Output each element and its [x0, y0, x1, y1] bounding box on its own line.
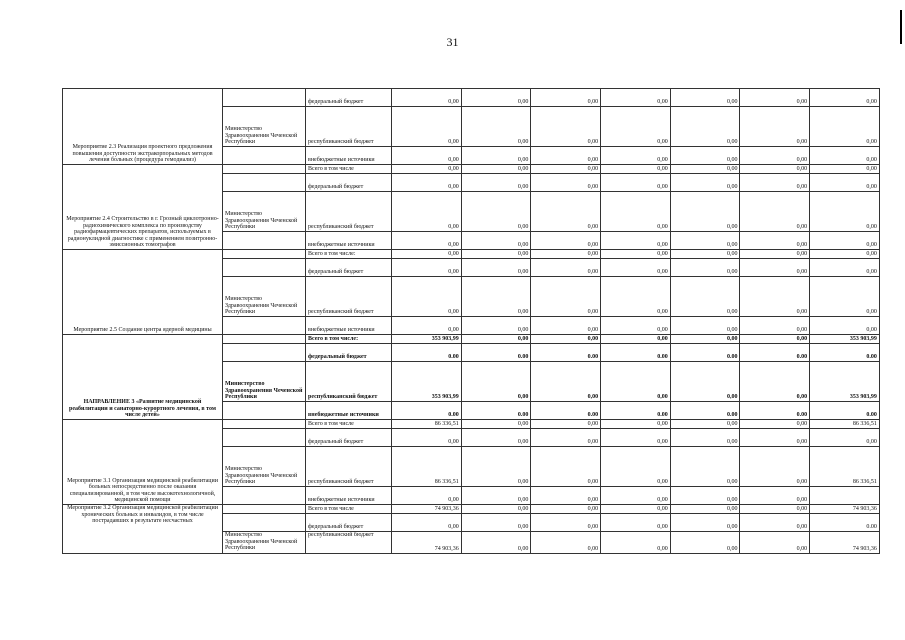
value-cell: 0,00: [601, 429, 671, 447]
table-row: [63, 89, 880, 107]
value-cell: 0,00: [531, 107, 601, 147]
value-cell: 0,00: [461, 259, 531, 277]
value-cell: 0,00: [670, 362, 740, 402]
source-cell: внебюджетные источники: [306, 147, 392, 165]
value-cell: 0,00: [461, 514, 531, 532]
value-cell: 0,00: [461, 174, 531, 192]
source-cell: внебюджетные источники: [306, 487, 392, 505]
total-value: 86 336,51: [392, 420, 462, 429]
value-cell: 0,00: [392, 250, 462, 259]
total-value: 74 903,36: [392, 505, 462, 514]
value-cell: 0.00: [392, 402, 462, 420]
total-value: 74 903,36: [810, 532, 880, 554]
value-cell: 0,00: [810, 250, 880, 259]
value-cell: 0,00: [392, 232, 462, 250]
value-cell: 0,00: [461, 107, 531, 147]
value-cell: 0,00: [601, 174, 671, 192]
value-cell: 0,00: [601, 277, 671, 317]
value-cell: 0.00: [461, 402, 531, 420]
executor-cell: [223, 487, 306, 505]
value-cell: 0.00: [740, 402, 810, 420]
value-cell: 0,00: [461, 277, 531, 317]
value-cell: 0,00: [461, 429, 531, 447]
value-cell: 0,00: [740, 505, 810, 514]
value-cell: 0,00: [810, 89, 880, 107]
value-cell: 0,00: [461, 532, 531, 554]
value-cell: 0.00: [531, 344, 601, 362]
value-cell: 0,00: [670, 259, 740, 277]
source-cell: Всего в том числе: [306, 505, 392, 514]
source-cell: республиканский бюджет: [306, 107, 392, 147]
value-cell: 0,00: [461, 250, 531, 259]
executor-cell: [223, 420, 306, 429]
value-cell: 0,00: [670, 487, 740, 505]
value-cell: 0,00: [810, 429, 880, 447]
value-cell: 0,00: [740, 362, 810, 402]
value-cell: 0,00: [601, 487, 671, 505]
total-value: 86 336,51: [392, 447, 462, 487]
executor-cell: [223, 402, 306, 420]
value-cell: 0,00: [740, 317, 810, 335]
executor-cell: [223, 505, 306, 514]
value-cell: 0,00: [461, 487, 531, 505]
value-cell: 0,00: [531, 335, 601, 344]
value-cell: 0,00: [461, 147, 531, 165]
value-cell: 0.00: [740, 344, 810, 362]
source-cell: федеральный бюджет: [306, 429, 392, 447]
value-cell: 0.00: [670, 344, 740, 362]
value-cell: 0,00: [810, 317, 880, 335]
value-cell: 0,00: [601, 147, 671, 165]
executor-cell: [223, 250, 306, 259]
event-name: Мероприятие 2.4 Строительство в г. Грозный циклотронно-радиохимического комплекса по производству радиофармацевтических препаратов, используемых в радионуклидной диагностике с применением позитронно-эмиссионных томографов: [63, 165, 223, 250]
event-name: Мероприятие 2.3 Реализация проектного предложения повышения доступности экстракорпоральных методов лечения больных (процедура гемодиализ): [63, 89, 223, 165]
value-cell: 0,00: [461, 447, 531, 487]
value-cell: 0,00: [601, 107, 671, 147]
value-cell: 0,00: [531, 447, 601, 487]
executor-cell: [223, 429, 306, 447]
source-cell: республиканский бюджет: [306, 277, 392, 317]
value-cell: 0,00: [810, 147, 880, 165]
executor-cell: [223, 259, 306, 277]
source-cell: Всего в том числе:: [306, 250, 392, 259]
value-cell: 0,00: [392, 259, 462, 277]
executor-cell: Министерство Здравоохранения Чеченской Республики: [223, 107, 306, 147]
value-cell: 0,00: [531, 259, 601, 277]
executor-cell: [223, 147, 306, 165]
source-cell: республиканский бюджет: [306, 447, 392, 487]
page-number: 31: [446, 35, 459, 49]
source-cell: республиканский бюджет: [306, 532, 392, 554]
source-cell: внебюджетные источники: [306, 317, 392, 335]
value-cell: 0,00: [601, 447, 671, 487]
value-cell: 0,00: [601, 335, 671, 344]
value-cell: 0.00: [810, 402, 880, 420]
value-cell: 0,00: [670, 317, 740, 335]
value-cell: 0,00: [670, 532, 740, 554]
total-value: 86 336,51: [810, 447, 880, 487]
value-cell: 0,00: [670, 429, 740, 447]
value-cell: 0,00: [670, 505, 740, 514]
value-cell: 0,00: [461, 165, 531, 174]
value-cell: 0,00: [740, 107, 810, 147]
executor-cell: [223, 174, 306, 192]
value-cell: 0,00: [461, 420, 531, 429]
total-value: 353 903,99: [392, 335, 462, 344]
value-cell: 0,00: [740, 514, 810, 532]
value-cell: 0,00: [740, 174, 810, 192]
value-cell: 0,00: [740, 147, 810, 165]
value-cell: 0,00: [531, 232, 601, 250]
value-cell: 0,00: [740, 192, 810, 232]
value-cell: 0,00: [740, 277, 810, 317]
value-cell: 0,00: [601, 192, 671, 232]
value-cell: 0,00: [461, 317, 531, 335]
event-name: НАПРАВЛЕНИЕ 3 «Развитие медицинской реабилитации и санаторно-курортного лечения, в том числе детей»: [63, 335, 223, 420]
value-cell: 0,00: [531, 174, 601, 192]
value-cell: 0,00: [531, 317, 601, 335]
executor-cell: Министерство Здравоохранения Чеченской Республики: [223, 532, 306, 554]
value-cell: 0,00: [810, 277, 880, 317]
value-cell: 0,00: [740, 532, 810, 554]
value-cell: 0.00: [531, 402, 601, 420]
executor-cell: Министерство Здравоохранения Чеченской Республики: [223, 277, 306, 317]
value-cell: 0,00: [670, 420, 740, 429]
value-cell: 0,00: [392, 147, 462, 165]
source-cell: федеральный бюджет: [306, 344, 392, 362]
budget-table: [62, 88, 880, 554]
value-cell: 0,00: [670, 447, 740, 487]
value-cell: 0,00: [461, 232, 531, 250]
value-cell: 0,00: [601, 514, 671, 532]
value-cell: 0.00: [601, 402, 671, 420]
source-cell: Всего в том числе: [306, 165, 392, 174]
value-cell: 0.00: [810, 344, 880, 362]
table-row: [63, 335, 880, 344]
value-cell: 0,00: [670, 89, 740, 107]
source-cell: республиканский бюджет: [306, 362, 392, 402]
value-cell: 0,00: [531, 514, 601, 532]
value-cell: 0,00: [810, 174, 880, 192]
value-cell: 0,00: [392, 165, 462, 174]
value-cell: 0,00: [392, 192, 462, 232]
value-cell: 0,00: [740, 429, 810, 447]
value-cell: 0.00: [392, 344, 462, 362]
event-name: Мероприятие 3.1 Организация медицинской реабилитации больных непосредственно после оказания специализированной, в том числе высокотехнологичной, медицинской помощи: [63, 420, 223, 505]
value-cell: 0,00: [740, 232, 810, 250]
value-cell: 0,00: [531, 505, 601, 514]
value-cell: 0,00: [670, 514, 740, 532]
value-cell: 0,00: [810, 107, 880, 147]
value-cell: 0,00: [461, 335, 531, 344]
value-cell: 0.00: [810, 514, 880, 532]
value-cell: 0,00: [461, 192, 531, 232]
value-cell: 0,00: [531, 250, 601, 259]
value-cell: 0,00: [531, 165, 601, 174]
source-cell: Всего в том числе: [306, 420, 392, 429]
value-cell: 0,00: [740, 335, 810, 344]
value-cell: 0,00: [670, 147, 740, 165]
table-row: [63, 505, 880, 514]
value-cell: 0,00: [392, 429, 462, 447]
executor-cell: Министерство Здравоохранения Чеченской Республики: [223, 447, 306, 487]
executor-cell: [223, 514, 306, 532]
value-cell: 0,00: [810, 192, 880, 232]
value-cell: 0,00: [461, 89, 531, 107]
event-name: Мероприятие 3.2 Организация медицинской реабилитации хронических больных и инвалидов, в том числе пострадавших в результате несчастных: [63, 505, 223, 554]
value-cell: 0,00: [740, 259, 810, 277]
value-cell: 0,00: [670, 232, 740, 250]
value-cell: 0,00: [531, 362, 601, 402]
value-cell: 0,00: [740, 89, 810, 107]
value-cell: 0,00: [670, 174, 740, 192]
value-cell: 0,00: [810, 165, 880, 174]
value-cell: 0,00: [740, 420, 810, 429]
source-cell: Всего в том числе:: [306, 335, 392, 344]
event-name: Мероприятие 2.5 Создание центра ядерной медицины: [63, 250, 223, 335]
value-cell: 0,00: [601, 165, 671, 174]
total-value: 86 336,51: [810, 420, 880, 429]
value-cell: 0,00: [392, 277, 462, 317]
executor-cell: [223, 317, 306, 335]
value-cell: 0,00: [601, 250, 671, 259]
value-cell: 0,00: [601, 420, 671, 429]
source-cell: внебюджетные источники: [306, 232, 392, 250]
executor-cell: [223, 344, 306, 362]
total-value: 74 903,36: [392, 532, 462, 554]
source-cell: республиканский бюджет: [306, 192, 392, 232]
value-cell: 0,00: [601, 259, 671, 277]
source-cell: внебюджетные источники: [306, 402, 392, 420]
value-cell: 0,00: [601, 317, 671, 335]
value-cell: 0,00: [601, 532, 671, 554]
total-value: 353 903,99: [810, 335, 880, 344]
value-cell: 0,00: [531, 192, 601, 232]
executor-cell: Министерство Здравоохранения Чеченской Республики: [223, 362, 306, 402]
value-cell: 0,00: [670, 250, 740, 259]
table-row: [63, 165, 880, 174]
total-value: 74 903,36: [810, 505, 880, 514]
executor-cell: [223, 335, 306, 344]
executor-cell: [223, 232, 306, 250]
value-cell: 0,00: [531, 147, 601, 165]
value-cell: 0,00: [810, 259, 880, 277]
executor-cell: [223, 89, 306, 107]
value-cell: 0,00: [740, 250, 810, 259]
value-cell: 0,00: [670, 107, 740, 147]
value-cell: 0,00: [531, 420, 601, 429]
value-cell: 0,00: [740, 165, 810, 174]
total-value: 353 903,99: [392, 362, 462, 402]
value-cell: 0,00: [461, 505, 531, 514]
value-cell: 0,00: [531, 277, 601, 317]
value-cell: 0,00: [392, 487, 462, 505]
value-cell: 0,00: [531, 487, 601, 505]
source-cell: федеральный бюджет: [306, 259, 392, 277]
value-cell: 0,00: [740, 487, 810, 505]
value-cell: 0,00: [670, 165, 740, 174]
value-cell: 0,00: [601, 89, 671, 107]
value-cell: 0,00: [531, 532, 601, 554]
executor-cell: [223, 165, 306, 174]
value-cell: 0,00: [392, 89, 462, 107]
table-row: [63, 250, 880, 259]
value-cell: 0,00: [531, 89, 601, 107]
value-cell: 0,00: [670, 192, 740, 232]
value-cell: 0.00: [461, 344, 531, 362]
value-cell: 0,00: [670, 277, 740, 317]
table-row: [63, 420, 880, 429]
value-cell: 0,00: [740, 447, 810, 487]
value-cell: 0,00: [601, 232, 671, 250]
source-cell: федеральный бюджет: [306, 174, 392, 192]
value-cell: 0,00: [810, 232, 880, 250]
value-cell: 0,00: [392, 514, 462, 532]
edge-mark: [900, 10, 902, 44]
value-cell: 0,00: [461, 362, 531, 402]
value-cell: 0.00: [670, 402, 740, 420]
value-cell: 0,00: [392, 107, 462, 147]
value-cell: 0,00: [531, 429, 601, 447]
value-cell: 0,00: [392, 174, 462, 192]
source-cell: федеральный бюджет: [306, 514, 392, 532]
value-cell: 0,00: [601, 505, 671, 514]
source-cell: федеральный бюджет: [306, 89, 392, 107]
total-value: 353 903,99: [810, 362, 880, 402]
value-cell: 0,00: [601, 362, 671, 402]
executor-cell: Министерство Здравоохранения Чеченской Республики: [223, 192, 306, 232]
value-cell: 0,00: [670, 335, 740, 344]
value-cell: 0.00: [601, 344, 671, 362]
value-cell: 0,00: [392, 317, 462, 335]
